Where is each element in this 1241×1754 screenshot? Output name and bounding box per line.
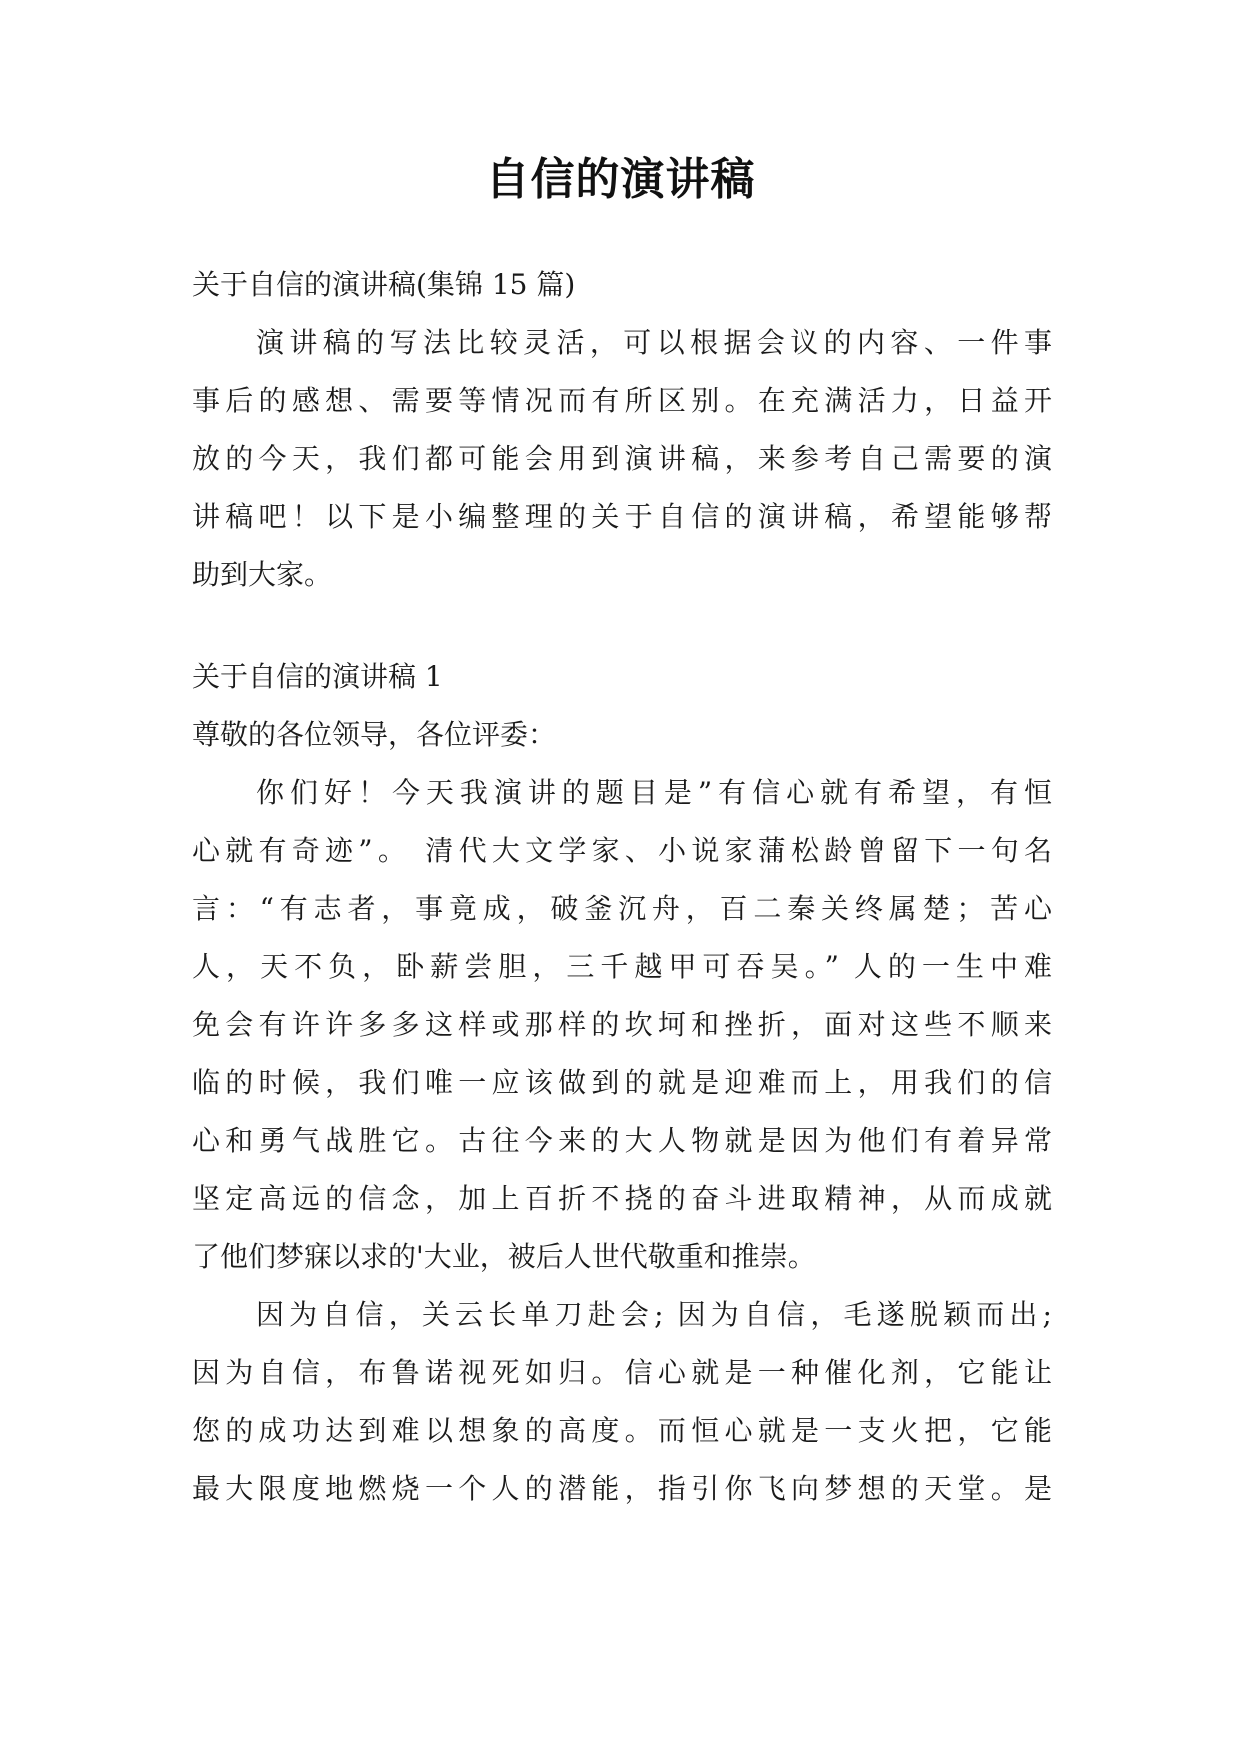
- speech-paragraph-line: 你们好！今天我演讲的题目是”有信心就有希望，有恒: [256, 776, 1052, 809]
- intro-paragraph-line: 讲稿吧！以下是小编整理的关于自信的演讲稿，希望能够帮: [192, 500, 1052, 533]
- speech-paragraph-line: 因为自信，关云长单刀赴会; 因为自信，毛遂脱颖而出;: [256, 1298, 1052, 1331]
- intro-paragraph-line: 放的今天，我们都可能会用到演讲稿，来参考自己需要的演: [192, 442, 1052, 475]
- speech-paragraph-line: 了他们梦寐以求的'大业，被后人世代敬重和推崇。: [192, 1240, 816, 1273]
- section-spacer: [192, 604, 1052, 648]
- speech-paragraph-line: 言：“有志者，事竟成，破釜沉舟，百二秦关终属楚；苦心: [192, 892, 1052, 925]
- document-body: [192, 256, 1052, 1518]
- intro-paragraph-line: 演讲稿的写法比较灵活，可以根据会议的内容、一件事: [256, 326, 1052, 359]
- speech-paragraph-line: 免会有许许多多这样或那样的坎坷和挫折，面对这些不顺来: [192, 1008, 1052, 1041]
- speech-paragraph-line: 心和勇气战胜它。古往今来的大人物就是因为他们有着异常: [192, 1124, 1052, 1157]
- speech-paragraph-line: 临的时候，我们唯一应该做到的就是迎难而上，用我们的信: [192, 1066, 1052, 1099]
- section-heading: 关于自信的演讲稿 1: [192, 660, 443, 693]
- speech-paragraph-line: 坚定高远的信念，加上百折不挠的奋斗进取精神，从而成就: [192, 1182, 1052, 1215]
- speech-paragraph-line: 您的成功达到难以想象的高度。而恒心就是一支火把，它能: [192, 1414, 1052, 1447]
- document-title: 自信的演讲稿: [485, 154, 756, 205]
- speech-paragraph-line: 最大限度地燃烧一个人的潜能，指引你飞向梦想的天堂。是: [192, 1472, 1052, 1505]
- speech-paragraph-line: 心就有奇迹”。 清代大文学家、小说家蒲松龄曾留下一句名: [192, 834, 1052, 867]
- speech-paragraph-line: 因为自信，布鲁诺视死如归。信心就是一种催化剂，它能让: [192, 1356, 1052, 1389]
- collection-heading: 关于自信的演讲稿(集锦 15 篇): [192, 268, 576, 301]
- salutation: 尊敬的各位领导，各位评委：: [192, 718, 557, 751]
- speech-paragraph-line: 人，天不负，卧薪尝胆，三千越甲可吞吴。” 人的一生中难: [192, 950, 1052, 983]
- intro-paragraph-line: 助到大家。: [192, 558, 333, 591]
- intro-paragraph-line: 事后的感想、需要等情况而有所区别。在充满活力，日益开: [192, 384, 1052, 417]
